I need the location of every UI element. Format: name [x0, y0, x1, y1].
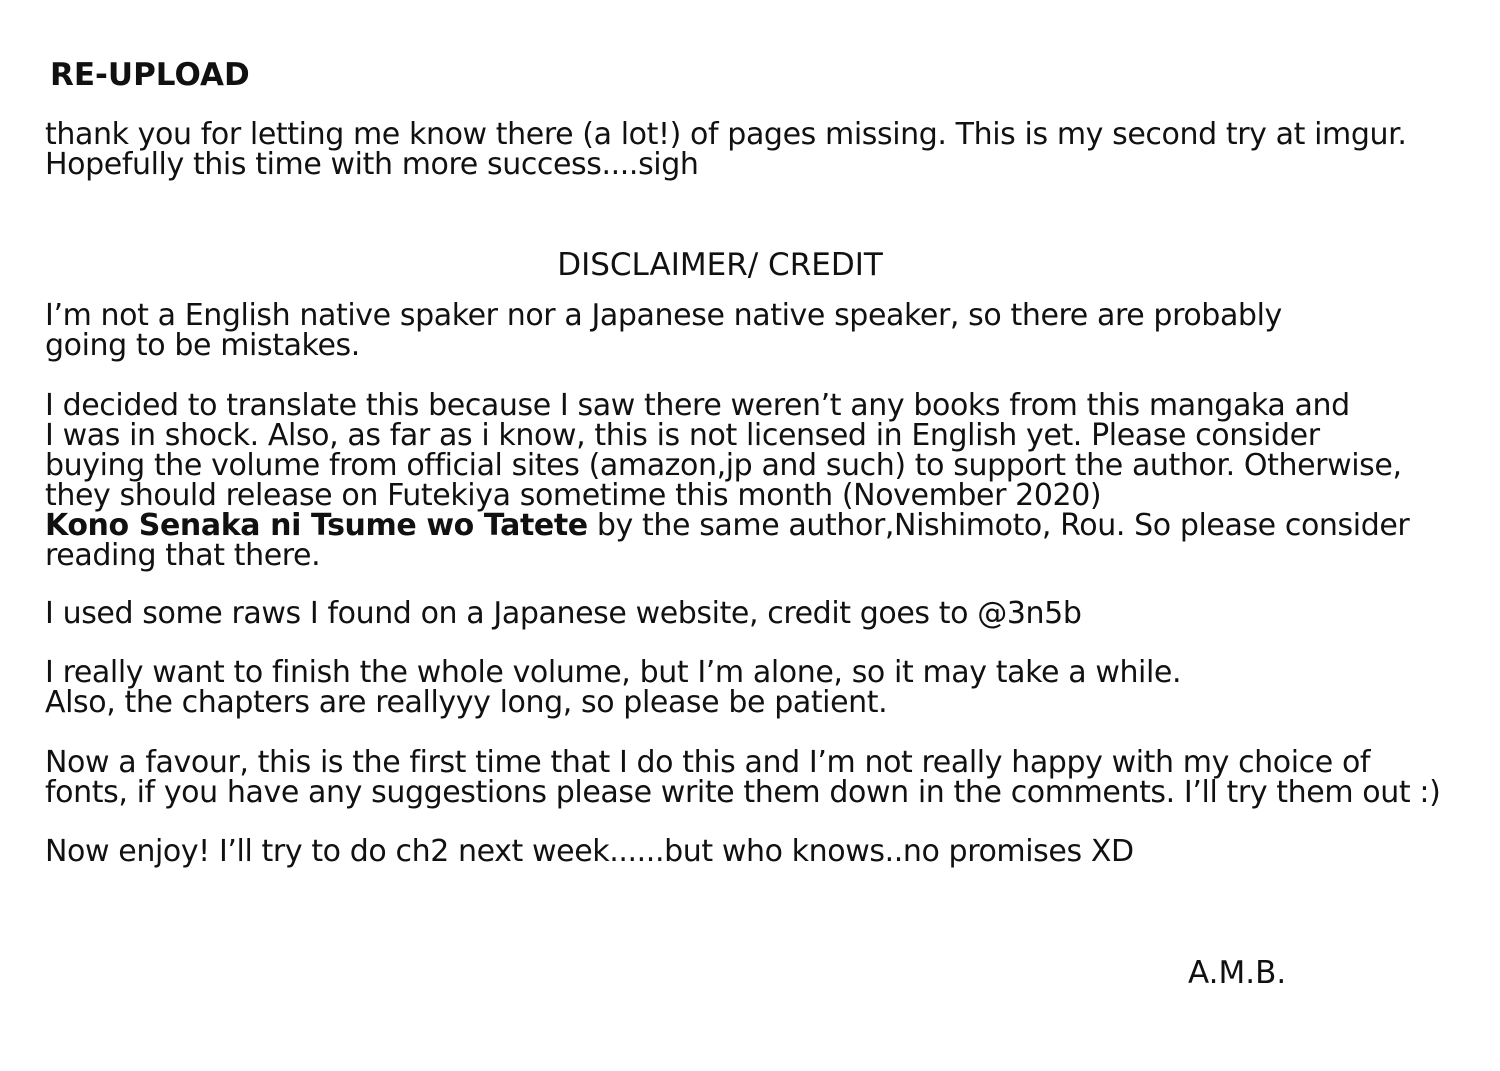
- paragraph-line-rest: by the same author,Nishimoto, Rou. So please consider: [587, 508, 1410, 543]
- reupload-note: [45, 117, 1407, 182]
- manga-title: Kono Senaka ni Tsume wo Tatete: [45, 508, 588, 543]
- paragraph-line: buying the volume from official sites (amazon,jp and such) to support the author. Otherwise,: [45, 448, 1402, 483]
- paragraph-line: I’m not a English native spaker nor a Japanese native speaker, so there are probably: [45, 298, 1282, 333]
- paragraph-line: Also, the chapters are reallyyy long, so please be patient.: [45, 685, 888, 720]
- paragraph-line: they should release on Futekiya sometime this month (November 2020): [45, 478, 1102, 513]
- paragraph-line: I decided to translate this because I saw there weren’t any books from this mangaka and: [45, 388, 1350, 423]
- reupload-note-line: Hopefully this time with more success....sigh: [45, 147, 699, 182]
- volume-paragraph: [45, 655, 1182, 720]
- native-speaker-paragraph: [45, 298, 1282, 363]
- reupload-heading: RE-UPLOAD: [50, 57, 250, 93]
- paragraph-line: reading that there.: [45, 538, 321, 573]
- enjoy-paragraph: [45, 834, 1134, 869]
- paragraph-line: [45, 508, 1410, 543]
- paragraph-line: going to be mistakes.: [45, 328, 360, 363]
- paragraph-line: I used some raws I found on a Japanese website, credit goes to @3n5b: [45, 596, 1082, 631]
- disclaimer-title: DISCLAIMER/ CREDIT: [557, 247, 883, 283]
- signature: A.M.B.: [1188, 955, 1287, 991]
- raws-credit-paragraph: [45, 596, 1082, 631]
- paragraph-line: I really want to finish the whole volume, but I’m alone, so it may take a while.: [45, 655, 1182, 690]
- favour-paragraph: [45, 745, 1441, 810]
- paragraph-line: I was in shock. Also, as far as i know, this is not licensed in English yet. Please consider: [45, 418, 1320, 453]
- reupload-note-line: thank you for letting me know there (a lot!) of pages missing. This is my second try at imgur.: [45, 117, 1407, 152]
- paragraph-line: Now a favour, this is the first time that I do this and I’m not really happy with my choice of: [45, 745, 1371, 780]
- paragraph-line: fonts, if you have any suggestions please write them down in the comments. I’ll try them out :): [45, 775, 1441, 810]
- paragraph-line: Now enjoy! I’ll try to do ch2 next week......but who knows..no promises XD: [45, 834, 1134, 869]
- reason-paragraph: [45, 388, 1410, 573]
